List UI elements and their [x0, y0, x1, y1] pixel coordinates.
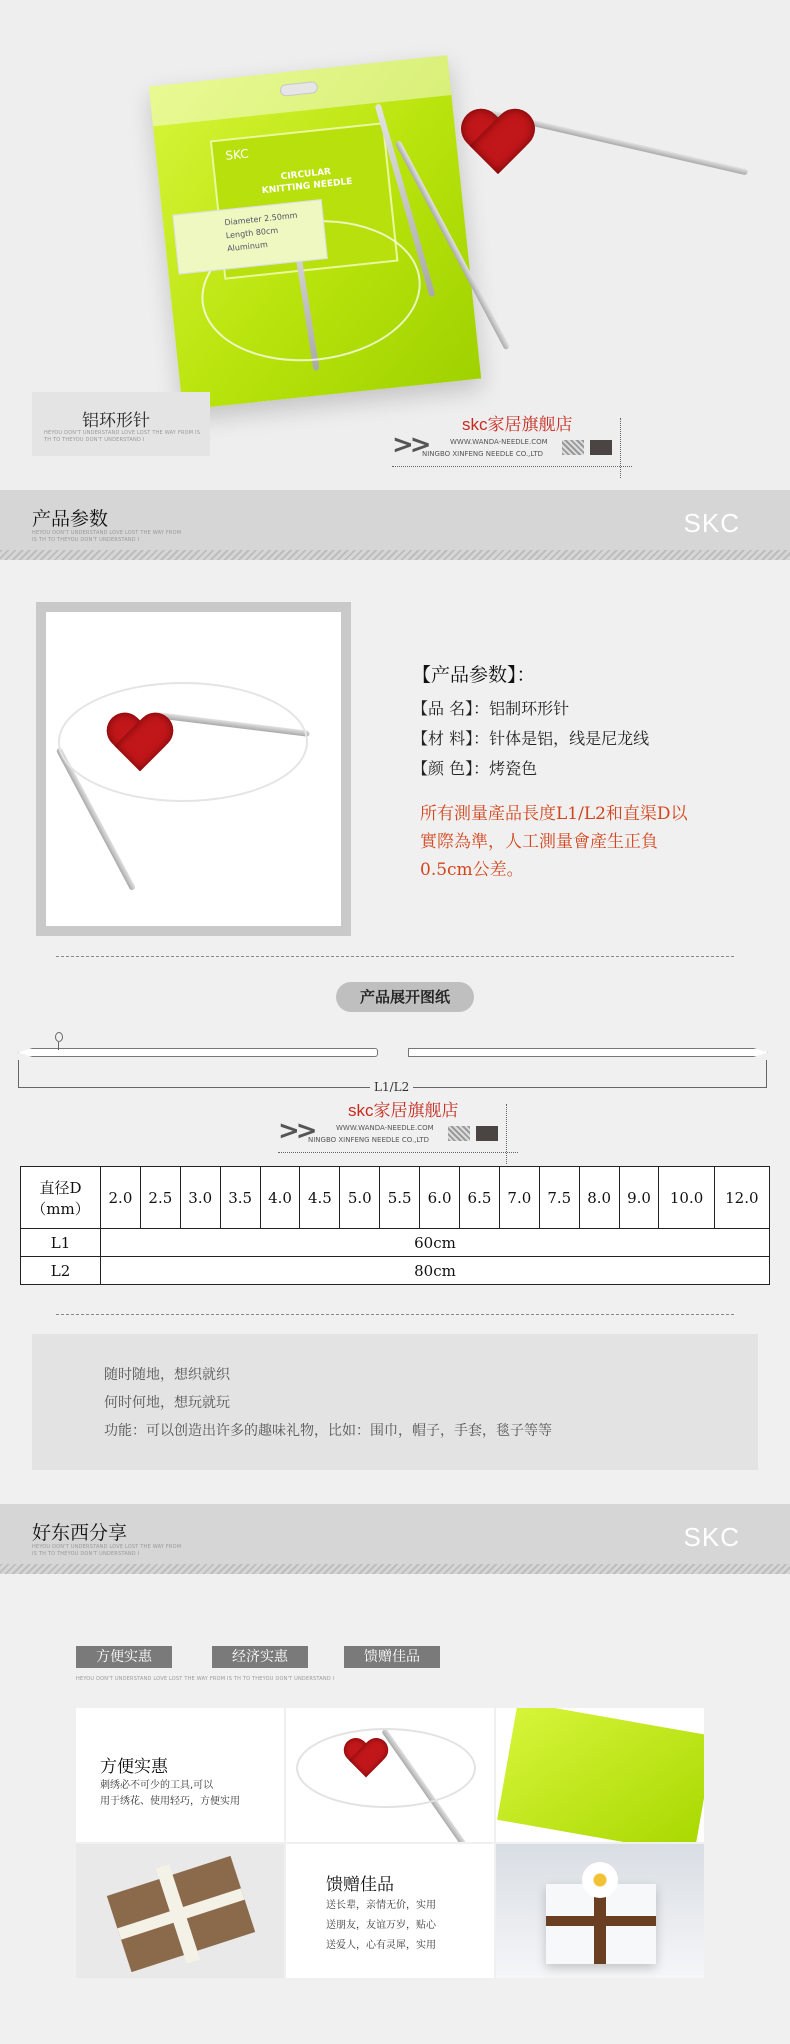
use-line-2: 何时何地，想玩就玩 — [104, 1395, 230, 1411]
product-name: 铝环形针 — [82, 411, 150, 431]
diagram-title: 产品展开图纸 — [336, 982, 474, 1012]
params-header-tiny: HEYOU DON'T UNDERSTAND LOVE LOST THE WAY FROM IS TH TO THEYOU DON'T UNDERSTAND I — [32, 530, 182, 543]
size-table — [20, 1166, 770, 1285]
measurement-note: 所有測量產品長度L1/L2和直渠D以實際為準，人工測量會產生正負0.5cm公差。 — [420, 804, 688, 880]
package-brand: SKC — [224, 146, 250, 163]
tile-gift-box-photo — [76, 1844, 284, 1978]
product-photo-frame — [36, 602, 351, 936]
daisy-flower-icon — [582, 1862, 618, 1898]
crochet-heart-image — [458, 110, 538, 184]
logo-dotted-rule — [392, 466, 632, 467]
table-row — [21, 1229, 770, 1257]
table-row — [21, 1257, 770, 1285]
product-name-tag — [32, 392, 210, 456]
package-title: CIRCULAR KNITTING NEEDLE — [261, 167, 353, 197]
table-cell-diameter: 8.0 — [579, 1167, 619, 1229]
store-website: WWW.WANDA-NEEDLE.COM — [336, 1124, 434, 1132]
dashed-divider — [56, 956, 734, 957]
use-line-1: 随时随地，想织就织 — [104, 1367, 230, 1383]
spec-row-material: 【材 料】：针体是铝，线是尼龙线 — [412, 729, 650, 748]
table-cell-diameter: 5.0 — [340, 1167, 380, 1229]
tile-white-gift-photo — [496, 1844, 704, 1978]
store-logo — [392, 410, 632, 480]
table-cell-diameter: 5.5 — [380, 1167, 420, 1229]
diagram-length-label: L1/L2 — [370, 1080, 413, 1094]
dashed-divider — [56, 1314, 734, 1315]
header-stripe — [0, 550, 790, 560]
tab-gift[interactable]: 馈赠佳品 — [344, 1646, 440, 1668]
hero-section — [0, 0, 790, 490]
logo-dotted-vertical — [620, 418, 621, 478]
table-cell-diameter: 3.0 — [180, 1167, 220, 1229]
table-row-value: 80cm — [101, 1257, 770, 1285]
photo-cable — [58, 682, 308, 802]
skc-logo: SKC — [683, 1522, 740, 1552]
double-chevron-icon: >> — [278, 1116, 314, 1146]
table-cell-diameter: 6.5 — [460, 1167, 500, 1229]
tile-package — [497, 1708, 704, 1842]
tile-convenient-text — [76, 1708, 284, 1842]
table-cell-diameter: 2.5 — [140, 1167, 180, 1229]
brown-ribbon-horizontal — [546, 1916, 656, 1926]
use-line-3: 功能：可以创造出许多的趣味礼物，比如：围巾，帽子，手套，毯子等等 — [104, 1423, 552, 1439]
diagram-bracket-left — [18, 1060, 19, 1088]
table-header-row — [21, 1167, 770, 1229]
spec-row-color: 【颜 色】：烤瓷色 — [412, 759, 538, 778]
photo-heart — [104, 714, 176, 781]
tagline-tiny: HEYOU DON'T UNDERSTAND LOVE LOST THE WAY FROM IS TH TO THEYOU DON'T UNDERSTAND I — [44, 430, 201, 443]
table-cell-diameter: 4.5 — [300, 1167, 340, 1229]
tile-heart — [342, 1739, 390, 1783]
table-cell-diameter: 7.0 — [499, 1167, 539, 1229]
diagram-bracket-right — [766, 1060, 767, 1088]
logo-dotted-rule — [278, 1152, 518, 1153]
tile-gift-line2: 送朋友，友谊万岁，贴心 — [326, 1920, 436, 1931]
tile-convenient-line1: 刺绣必不可少的工具,可以 — [100, 1780, 214, 1791]
tile-gift-title: 馈赠佳品 — [326, 1875, 394, 1895]
tile-gift-line1: 送长辈，亲情无价，实用 — [326, 1900, 436, 1911]
package-length: Length 80cm — [225, 225, 279, 241]
store-company: NINGBO XINFENG NEEDLE CO.,LTD — [422, 450, 543, 458]
spec-row-name: 【品 名】：铝制环形针 — [412, 699, 570, 718]
package-material: Aluminum — [226, 240, 269, 254]
tile-gift-line3: 送爱人，心有灵犀，实用 — [326, 1940, 436, 1951]
spec-heading: 【产品参数】： — [412, 664, 536, 686]
store-logo-name: skc家居旗舰店 — [462, 415, 573, 435]
params-header-title: 产品参数 — [32, 508, 109, 530]
table-row-value: 60cm — [101, 1229, 770, 1257]
tile-convenient-title: 方便实惠 — [100, 1757, 168, 1777]
store-website: WWW.WANDA-NEEDLE.COM — [450, 438, 548, 446]
table-cell-diameter: 3.5 — [220, 1167, 260, 1229]
logo-pattern-square — [448, 1126, 470, 1141]
table-cell-diameter: 12.0 — [714, 1167, 769, 1229]
tile-convenient-line2: 用于绣花、使用轻巧，方便实用 — [100, 1796, 240, 1807]
tile-package-photo — [496, 1708, 704, 1842]
package-diameter: Diameter 2.50mm — [224, 210, 298, 228]
diagram-needle-right — [408, 1048, 768, 1057]
table-row-label: L1 — [21, 1229, 101, 1257]
share-header-title: 好东西分享 — [32, 1522, 128, 1544]
params-header-band — [0, 490, 790, 560]
product-photo — [46, 612, 341, 926]
double-chevron-icon: >> — [392, 430, 428, 460]
params-section — [0, 560, 790, 980]
table-header-diameter: 直径D（mm） — [21, 1167, 101, 1229]
logo-dotted-vertical — [506, 1104, 507, 1164]
tile-heart-photo — [286, 1708, 494, 1842]
store-logo-name: skc家居旗舰店 — [348, 1101, 459, 1121]
uses-box — [32, 1334, 758, 1470]
diagram-diameter-mark — [55, 1032, 63, 1042]
table-cell-diameter: 2.0 — [101, 1167, 141, 1229]
logo-dark-square — [476, 1126, 498, 1141]
table-cell-diameter: 7.5 — [539, 1167, 579, 1229]
tabs-tiny-text: HEYOU DON'T UNDERSTAND LOVE LOST THE WAY FROM IS TH TO THEYOU DON'T UNDERSTAND I — [76, 1676, 335, 1682]
tile-gift-text — [286, 1844, 494, 1978]
share-header-tiny: HEYOU DON'T UNDERSTAND LOVE LOST THE WAY FROM IS TH TO THEYOU DON'T UNDERSTAND I — [32, 1544, 182, 1557]
table-cell-diameter: 9.0 — [619, 1167, 659, 1229]
tab-convenient[interactable]: 方便实惠 — [76, 1646, 172, 1668]
logo-dark-square — [590, 440, 612, 455]
logo-pattern-square — [562, 440, 584, 455]
skc-logo: SKC — [683, 508, 740, 538]
product-package-image — [149, 55, 481, 410]
table-cell-diameter: 4.0 — [260, 1167, 300, 1229]
share-section — [0, 1504, 790, 2044]
store-company: NINGBO XINFENG NEEDLE CO.,LTD — [308, 1136, 429, 1144]
tab-economical[interactable]: 经济实惠 — [212, 1646, 308, 1668]
table-cell-diameter: 6.0 — [420, 1167, 460, 1229]
table-cell-diameter: 10.0 — [659, 1167, 714, 1229]
diagram-needle-left — [18, 1048, 378, 1057]
table-row-label: L2 — [21, 1257, 101, 1285]
diagram-diameter-tick — [58, 1042, 59, 1050]
store-logo-2 — [278, 1096, 518, 1166]
